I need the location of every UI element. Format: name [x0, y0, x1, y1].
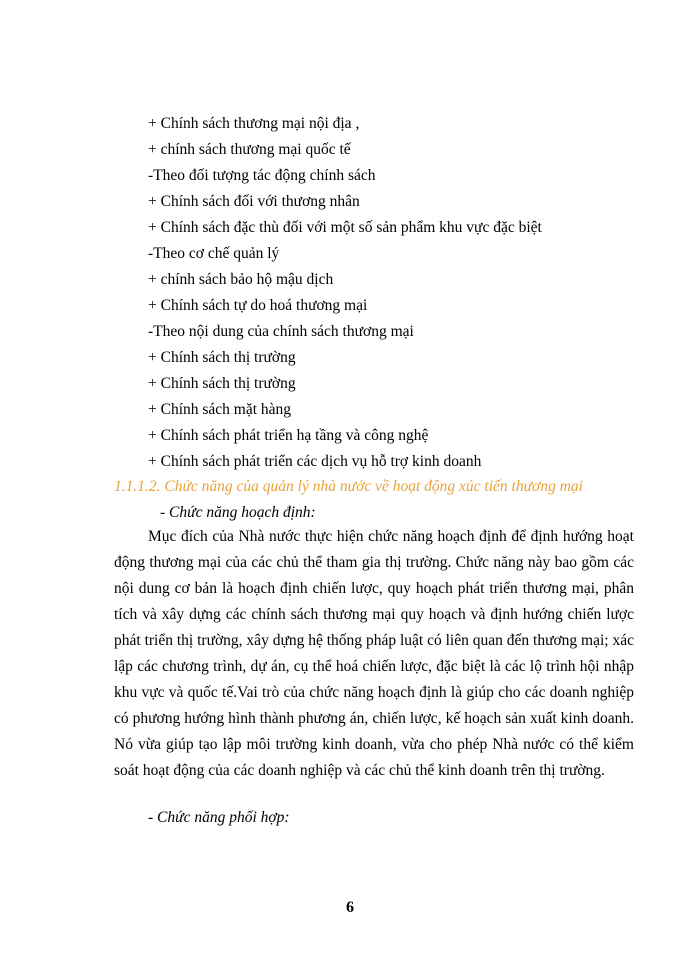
paragraph-planning: Mục đích của Nhà nước thực hiện chức năng hoạch định để định hướng hoạt động thương mại của các chủ thể tham gia thị trường. Chức năng này bao gồm các nội dung cơ bản là hoạch định chiến lược, quy hoạch phát triển thương mại, phân tích và xây dựng các chính sách thương mại quy hoạch và định hướng chiến lược phát triển thị trường, xây dựng hệ thống pháp luật có liên quan đến thương mại; xác lập các chương trình, dự án, cụ thể hoá chiến lược, đặc biệt là các lộ trình hội nhập khu vực và quốc tế.Vai trò của chức năng hoạch định là giúp cho các doanh nghiệp có phương hướng hình thành phương án, chiến lược, kế hoạch sản xuất kinh doanh. Nó vừa giúp tạo lập môi trường kinh doanh, vừa cho phép Nhà nước có thể kiểm soát hoạt động của các doanh nghiệp và các chủ thể kinh doanh trên thị trường.	[114, 528, 634, 779]
list-item: -Theo đối tượng tác động chính sách	[148, 167, 376, 184]
list-item: -Theo cơ chế quản lý	[148, 245, 280, 262]
list-item: + Chính sách thị trường	[148, 349, 296, 366]
list-item: + Chính sách đặc thù đối với một số sản phẩm khu vực đặc biệt	[148, 219, 542, 236]
list-item: + Chính sách phát triển các dịch vụ hỗ trợ kinh doanh	[148, 453, 482, 470]
section-heading: 1.1.1.2. Chức năng của quản lý nhà nước về hoạt động xúc tiến thương mại	[114, 478, 583, 495]
list-item: + Chính sách thương mại nội địa ,	[148, 115, 360, 132]
page-number: 6	[346, 899, 354, 916]
subheading-coordination: - Chức năng phối hợp:	[148, 809, 290, 826]
list-item: + chính sách bảo hộ mậu dịch	[148, 271, 334, 288]
subheading-planning: - Chức năng hoạch định:	[160, 504, 316, 521]
list-item: + Chính sách mặt hàng	[148, 401, 292, 418]
list-item: + chính sách thương mại quốc tế	[148, 141, 351, 158]
list-item: + Chính sách thị trường	[148, 375, 296, 392]
list-item: + Chính sách phát triển hạ tầng và công nghệ	[148, 427, 429, 444]
list-item: + Chính sách đối với thương nhân	[148, 193, 360, 210]
list-item: -Theo nội dung của chính sách thương mại	[148, 323, 414, 340]
list-item: + Chính sách tự do hoá thương mại	[148, 297, 368, 314]
